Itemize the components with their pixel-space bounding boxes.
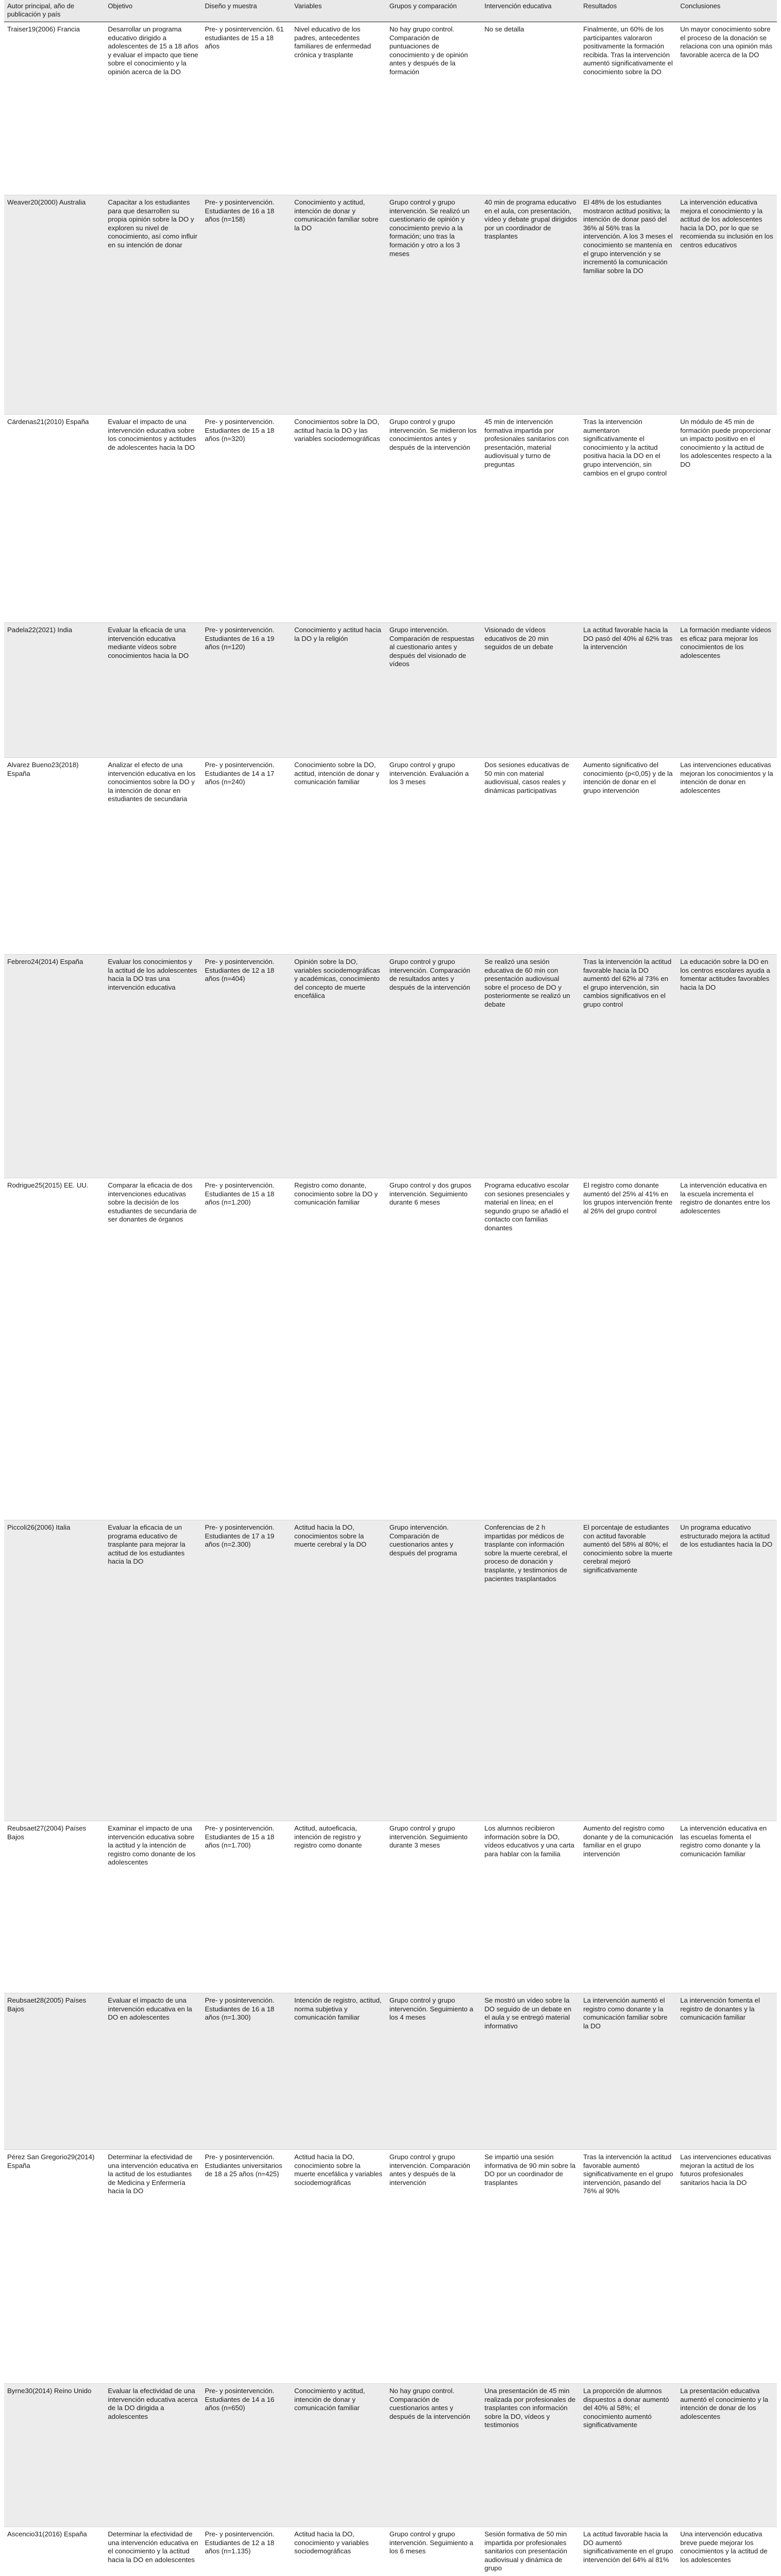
table-cell: La intervención fomenta el registro de donantes y la comunicación familiar	[677, 1993, 777, 2150]
table-cell: 40 min de programa educativo en el aula, con presentación, vídeo y debate grupal dirigidos por un coordinador de trasplantes	[481, 195, 580, 415]
table-cell: La proporción de alumnos dispuestos a donar aumentó del 40% al 58%; el conocimiento aumentó significativamente	[580, 2384, 677, 2527]
table-cell: Evaluar la eficacia de un programa educativo de trasplante para mejorar la actitud de los estudiantes hacia la DO	[105, 1520, 201, 1821]
table-cell: Grupo intervención. Comparación de cuestionarios antes y después del programa	[386, 1520, 482, 1821]
table-cell: Conocimiento sobre la DO, actitud, intención de donar y comunicación familiar	[291, 758, 386, 955]
table-cell: Tras la intervención la actitud favorable hacia la DO aumentó del 62% al 73% en el grupo intervención, sin cambios significativos en el grupo control	[580, 955, 677, 1178]
table-cell: Analizar el efecto de una intervención educativa en los conocimientos sobre la DO y la intención de donar en estudiantes de secundaria	[105, 758, 201, 955]
table-cell: Tras la intervención aumentaron significativamente el conocimiento y la actitud positiva hacia la DO en el grupo intervención, sin cambios en el grupo control	[580, 415, 677, 623]
column-header: Resultados	[580, 0, 677, 22]
table-cell: Grupo control y grupo intervención. Se midieron los conocimientos antes y después de la intervención	[386, 415, 482, 623]
table-cell: Grupo control y grupo intervención. Comparación antes y después de la intervención	[386, 2150, 482, 2384]
table-cell: Actitud hacia la DO, conocimiento sobre la muerte encefálica y variables sociodemográficas	[291, 2150, 386, 2384]
table-cell: Comparar la eficacia de dos intervenciones educativas sobre la decisión de los estudiantes de secundaria de ser donantes de órganos	[105, 1178, 201, 1520]
column-header: Conclusiones	[677, 0, 777, 22]
column-header: Objetivo	[105, 0, 201, 22]
table-cell: Una presentación de 45 min realizada por profesionales de trasplantes con información sobre la DO, vídeos y testimonios	[481, 2384, 580, 2527]
table-cell: La intervención aumentó el registro como donante y la comunicación familiar sobre la DO	[580, 1993, 677, 2150]
column-header: Intervención educativa	[481, 0, 580, 22]
table-cell: Cárdenas21(2010) España	[4, 415, 105, 623]
table-cell: Pérez San Gregorio29(2014) España	[4, 2150, 105, 2384]
table-cell: Determinar la efectividad de una intervención educativa en el conocimiento y la actitud hacia la DO en adolescentes	[105, 2527, 201, 2576]
table-row	[4, 1993, 777, 2150]
table-row	[4, 955, 777, 1178]
table-cell: Se mostró un vídeo sobre la DO seguido de un debate en el aula y se entregó material informativo	[481, 1993, 580, 2150]
table-cell: Determinar la efectividad de una intervención educativa en la actitud de los estudiantes de Medicina y Enfermería hacia la DO	[105, 2150, 201, 2384]
table-cell: Piccoli26(2006) Italia	[4, 1520, 105, 1821]
table-cell: Un mayor conocimiento sobre el proceso de la donación se relaciona con una opinión más favorable acerca de la DO	[677, 22, 777, 195]
table-cell: Opinión sobre la DO, variables sociodemográficas y académicas, conocimiento del concepto de muerte encefálica	[291, 955, 386, 1178]
table-row	[4, 2527, 777, 2576]
table-cell: Pre- y posintervención. Estudiantes de 12 a 18 años (n=1.135)	[202, 2527, 292, 2576]
table-cell: El 48% de los estudiantes mostraron actitud positiva; la intención de donar pasó del 36% al 56% tras la intervención. A los 3 meses el conocimiento se mantenía en el grupo intervención y se incrementó la comunicación familiar sobre la DO	[580, 195, 677, 415]
table-cell: Rodrigue25(2015) EE. UU.	[4, 1178, 105, 1520]
table-cell: Evaluar el impacto de una intervención educativa en la DO en adolescentes	[105, 1993, 201, 2150]
table-cell: Intención de registro, actitud, norma subjetiva y comunicación familiar	[291, 1993, 386, 2150]
table-cell: 45 min de intervención formativa impartida por profesionales sanitarios con presentación, material audiovisual y turno de preguntas	[481, 415, 580, 623]
table-cell: Conocimiento y actitud, intención de donar y comunicación familiar sobre la DO	[291, 195, 386, 415]
table-cell: Pre- y posintervención. Estudiantes de 15 a 18 años (n=320)	[202, 415, 292, 623]
table-row	[4, 415, 777, 623]
table-cell: Aumento significativo del conocimiento (p<0,05) y de la intención de donar en el grupo intervención	[580, 758, 677, 955]
table-cell: Pre- y posintervención. Estudiantes de 14 a 17 años (n=240)	[202, 758, 292, 955]
table-cell: Padela22(2021) India	[4, 623, 105, 758]
table-cell: Las intervenciones educativas mejoran la actitud de los futuros profesionales sanitarios hacia la DO	[677, 2150, 777, 2384]
table-header	[4, 0, 777, 22]
table-cell: Pre- y posintervención. Estudiantes de 12 a 18 años (n=404)	[202, 955, 292, 1178]
table-wrapper	[4, 0, 777, 2576]
table-cell: Conocimiento y actitud hacia la DO y la religión	[291, 623, 386, 758]
table-cell: La intervención educativa mejora el conocimiento y la actitud de los adolescentes hacia la DO, por lo que se recomienda su inclusión en los centros educativos	[677, 195, 777, 415]
table-row	[4, 1821, 777, 1993]
table-cell: Registro como donante, conocimiento sobre la DO y comunicación familiar	[291, 1178, 386, 1520]
table-cell: Reubsaet28(2005) Países Bajos	[4, 1993, 105, 2150]
table-row	[4, 195, 777, 415]
table-cell: Capacitar a los estudiantes para que desarrollen su propia opinión sobre la DO y exploren su nivel de conocimiento, así como influir en su intención de donar	[105, 195, 201, 415]
table-cell: Se impartió una sesión informativa de 90 min sobre la DO por un coordinador de trasplantes	[481, 2150, 580, 2384]
table-cell: La educación sobre la DO en los centros escolares ayuda a fomentar actitudes favorables hacia la DO	[677, 955, 777, 1178]
table-cell: Dos sesiones educativas de 50 min con material audiovisual, casos reales y dinámicas participativas	[481, 758, 580, 955]
table-cell: Alvarez Bueno23(2018) España	[4, 758, 105, 955]
table-cell: Visionado de vídeos educativos de 20 min seguidos de un debate	[481, 623, 580, 758]
table-cell: Weaver20(2000) Australia	[4, 195, 105, 415]
table-cell: Traiser19(2006) Francia	[4, 22, 105, 195]
header-row	[4, 0, 777, 22]
table-cell: Desarrollar un programa educativo dirigido a adolescentes de 15 a 18 años y evaluar el impacto que tiene sobre el conocimiento y la opinión acerca de la DO	[105, 22, 201, 195]
table-cell: Examinar el impacto de una intervención educativa sobre la actitud y la intención de registro como donante de los adolescentes	[105, 1821, 201, 1993]
table-cell: Grupo control y dos grupos intervención. Seguimiento durante 6 meses	[386, 1178, 482, 1520]
column-header: Grupos y comparación	[386, 0, 482, 22]
table-cell: Byrne30(2014) Reino Unido	[4, 2384, 105, 2527]
table-row	[4, 2150, 777, 2384]
table-cell: Grupo control y grupo intervención. Comparación de resultados antes y después de la intervención	[386, 955, 482, 1178]
table-cell: La actitud favorable hacia la DO aumentó significativamente en el grupo intervención del 64% al 81%	[580, 2527, 677, 2576]
table-cell: Grupo control y grupo intervención. Seguimiento a los 4 meses	[386, 1993, 482, 2150]
table-cell: Tras la intervención la actitud favorable aumentó significativamente en el grupo intervención, pasando del 76% al 90%	[580, 2150, 677, 2384]
table-cell: Ascencio31(2016) España	[4, 2527, 105, 2576]
table-cell: Se realizó una sesión educativa de 60 min con presentación audiovisual sobre el proceso de DO y posteriormente se realizó un debate	[481, 955, 580, 1178]
table-cell: Pre- y posintervención. Estudiantes de 17 a 19 años (n=2.300)	[202, 1520, 292, 1821]
table-cell: Conocimiento y actitud, intención de donar y comunicación familiar	[291, 2384, 386, 2527]
table-cell: Aumento del registro como donante y de la comunicación familiar en el grupo intervención	[580, 1821, 677, 1993]
table-cell: Un programa educativo estructurado mejora la actitud de los estudiantes hacia la DO	[677, 1520, 777, 1821]
table-cell: Un módulo de 45 min de formación puede proporcionar un impacto positivo en el conocimiento y la actitud de los adolescentes respecto a la DO	[677, 415, 777, 623]
table-cell: Grupo control y grupo intervención. Evaluación a los 3 meses	[386, 758, 482, 955]
table-cell: Programa educativo escolar con sesiones presenciales y material en línea; en el segundo grupo se añadió el contacto con familias donantes	[481, 1178, 580, 1520]
table-cell: Las intervenciones educativas mejoran los conocimientos y la intención de donar en adolescentes	[677, 758, 777, 955]
table-cell: Evaluar el impacto de una intervención educativa sobre los conocimientos y actitudes de adolescentes hacia la DO	[105, 415, 201, 623]
table-cell: Pre- y posintervención. 61 estudiantes de 15 a 18 años	[202, 22, 292, 195]
table-body	[4, 22, 777, 2576]
table-row	[4, 1178, 777, 1520]
table-cell: Pre- y posintervención. Estudiantes de 16 a 18 años (n=1.300)	[202, 1993, 292, 2150]
table-cell: Conferencias de 2 h impartidas por médicos de trasplante con información sobre la muerte cerebral, el proceso de donación y trasplante, y testimonios de pacientes trasplantados	[481, 1520, 580, 1821]
table-cell: Los alumnos recibieron información sobre la DO, vídeos educativos y una carta para hablar con la familia	[481, 1821, 580, 1993]
column-header: Diseño y muestra	[202, 0, 292, 22]
table-row	[4, 22, 777, 195]
table-cell: Grupo intervención. Comparación de respuestas al cuestionario antes y después del visionado de vídeos	[386, 623, 482, 758]
table-cell: Actitud hacia la DO, conocimiento y variables sociodemográficas	[291, 2527, 386, 2576]
studies-table	[4, 0, 777, 2576]
table-cell: No hay grupo control. Comparación de cuestionarios antes y después de la intervención	[386, 2384, 482, 2527]
table-cell: Evaluar los conocimientos y la actitud de los adolescentes hacia la DO tras una intervención educativa	[105, 955, 201, 1178]
table-cell: La formación mediante vídeos es eficaz para mejorar los conocimientos de los adolescentes	[677, 623, 777, 758]
table-cell: Pre- y posintervención. Estudiantes de 15 a 18 años (n=1.700)	[202, 1821, 292, 1993]
table-cell: Febrero24(2014) España	[4, 955, 105, 1178]
table-cell: Grupo control y grupo intervención. Se realizó un cuestionario de opinión y conocimiento previo a la formación; uno tras la formación y otro a los 3 meses	[386, 195, 482, 415]
table-cell: El registro como donante aumentó del 25% al 41% en los grupos intervención frente al 26% del grupo control	[580, 1178, 677, 1520]
table-cell: Evaluar la efectividad de una intervención educativa acerca de la DO dirigida a adolescentes	[105, 2384, 201, 2527]
table-cell: La intervención educativa en las escuelas fomenta el registro como donante y la comunicación familiar	[677, 1821, 777, 1993]
column-header: Variables	[291, 0, 386, 22]
table-cell: El porcentaje de estudiantes con actitud favorable aumentó del 58% al 80%; el conocimiento sobre la muerte cerebral mejoró significativamente	[580, 1520, 677, 1821]
table-cell: Pre- y posintervención. Estudiantes de 14 a 16 años (n=650)	[202, 2384, 292, 2527]
table-cell: Una intervención educativa breve puede mejorar los conocimientos y la actitud de los adolescentes	[677, 2527, 777, 2576]
table-cell: Pre- y posintervención. Estudiantes de 16 a 18 años (n=158)	[202, 195, 292, 415]
table-cell: Reubsaet27(2004) Países Bajos	[4, 1821, 105, 1993]
table-cell: La actitud favorable hacia la DO pasó del 40% al 62% tras la intervención	[580, 623, 677, 758]
column-header: Autor principal, año de publicación y país	[4, 0, 105, 22]
table-cell: Nivel educativo de los padres, antecedentes familiares de enfermedad crónica y trasplante	[291, 22, 386, 195]
table-cell: La intervención educativa en la escuela incrementa el registro de donantes entre los adolescentes	[677, 1178, 777, 1520]
table-row	[4, 758, 777, 955]
table-cell: Pre- y posintervención. Estudiantes universitarios de 18 a 25 años (n=425)	[202, 2150, 292, 2384]
table-cell: Pre- y posintervención. Estudiantes de 16 a 19 años (n=120)	[202, 623, 292, 758]
table-cell: Actitud hacia la DO, conocimientos sobre la muerte cerebral y la DO	[291, 1520, 386, 1821]
table-cell: Evaluar la eficacia de una intervención educativa mediante vídeos sobre conocimientos hacia la DO	[105, 623, 201, 758]
table-cell: Conocimientos sobre la DO, actitud hacia la DO y las variables sociodemográficas	[291, 415, 386, 623]
table-cell: Grupo control y grupo intervención. Seguimiento a los 6 meses	[386, 2527, 482, 2576]
table-cell: Finalmente, un 60% de los participantes valoraron positivamente la formación recibida. Tras la intervención aumentó significativamente el conocimiento sobre la DO	[580, 22, 677, 195]
table-row	[4, 1520, 777, 1821]
table-cell: No hay grupo control. Comparación de puntuaciones de conocimiento y de opinión antes y después de la formación	[386, 22, 482, 195]
table-row	[4, 2384, 777, 2527]
table-row	[4, 623, 777, 758]
table-cell: Pre- y posintervención. Estudiantes de 15 a 18 años (n=1.200)	[202, 1178, 292, 1520]
table-cell: Actitud, autoeficacia, intención de registro y registro como donante	[291, 1821, 386, 1993]
table-cell: Sesión formativa de 50 min impartida por profesionales sanitarios con presentación audiovisual y dinámica de grupo	[481, 2527, 580, 2576]
table-cell: Grupo control y grupo intervención. Seguimiento durante 3 meses	[386, 1821, 482, 1993]
table-cell: No se detalla	[481, 22, 580, 195]
table-cell: La presentación educativa aumentó el conocimiento y la intención de donar de los adolescentes	[677, 2384, 777, 2527]
